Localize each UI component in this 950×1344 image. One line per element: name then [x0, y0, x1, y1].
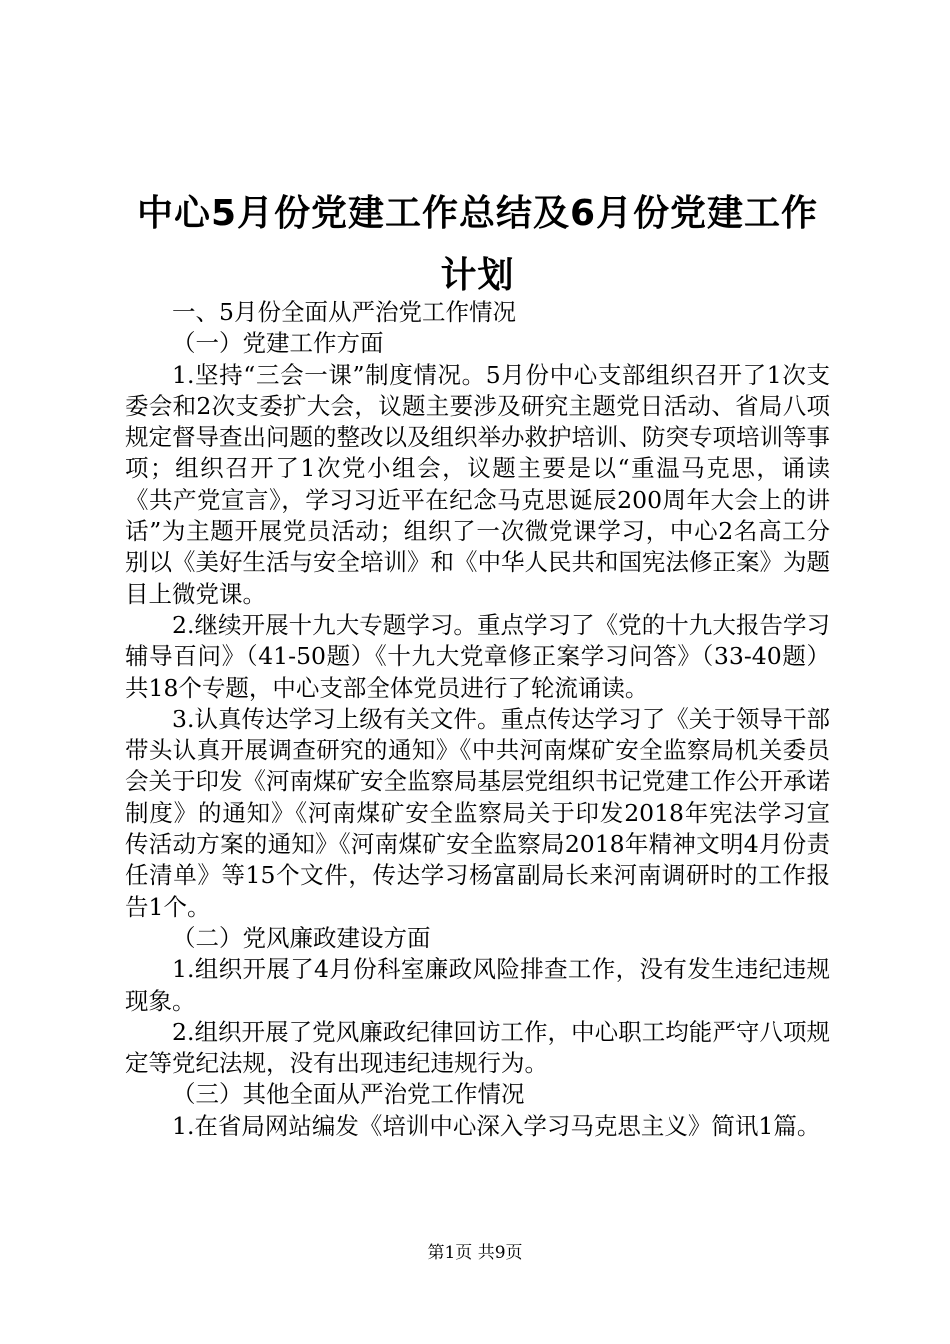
body-paragraph: 3.认真传达学习上级有关文件。重点传达学习了《关于领导干部带头认真开展调查研究的通知》《中共河南煤矿安全监察局机关委员会关于印发《河南煤矿安全监察局基层党组织书记党建工作公开承诺制度》的通知》《河南煤矿安全监察局关于印发2018年宪法学习宣传活动方案的通知》《河南煤矿安全监察局2018年精神文明4月份责任清单》等15个文件，传达学习杨富副局长来河南调研时的工作报告1个。 [125, 704, 830, 921]
document-body [125, 297, 830, 1142]
subsection-heading: （一）党建工作方面 [172, 329, 384, 358]
body-paragraph: 1.坚持“三会一课”制度情况。5月份中心支部组织召开了1次支委会和2次支委扩大会，议题主要涉及研究主题党日活动、省局八项规定督导查出问题的整改以及组织举办救护培训、防突专项培训等事项；组织召开了1次党小组会，议题主要是以“重温马克思，诵读《共产党宣言》，学习习近平在纪念马克思诞辰200周年大会上的讲话”为主题开展党员活动；组织了一次微党课学习，中心2名高工分别以《美好生活与安全培训》和《中华人民共和国宪法修正案》为题目上微党课。 [125, 360, 830, 608]
document-title: 中心5月份党建工作总结及6月份党建工作计划 [136, 193, 819, 296]
section-heading: 一、5月份全面从严治党工作情况 [172, 298, 516, 326]
body-paragraph: 1.组织开展了4月份科室廉政风险排查工作，没有发生违纪违规现象。 [125, 955, 830, 1015]
body-paragraph: 2.组织开展了党风廉政纪律回访工作，中心职工均能严守八项规定等党纪法规，没有出现违纪违规行为。 [125, 1017, 830, 1078]
body-paragraph: 1.在省局网站编发《培训中心深入学习马克思主义》简讯1篇。 [172, 1111, 821, 1140]
page-footer: 第1页 共9页 [427, 1243, 523, 1263]
subsection-heading: （三）其他全面从严治党工作情况 [172, 1080, 525, 1109]
subsection-heading: （二）党风廉政建设方面 [172, 923, 431, 952]
body-paragraph: 2.继续开展十九大专题学习。重点学习了《党的十九大报告学习辅导百问》（41-50题）《十九大党章修正案学习问答》（33-40题）共18个专题，中心支部全体党员进行了轮流诵读。 [125, 610, 830, 702]
